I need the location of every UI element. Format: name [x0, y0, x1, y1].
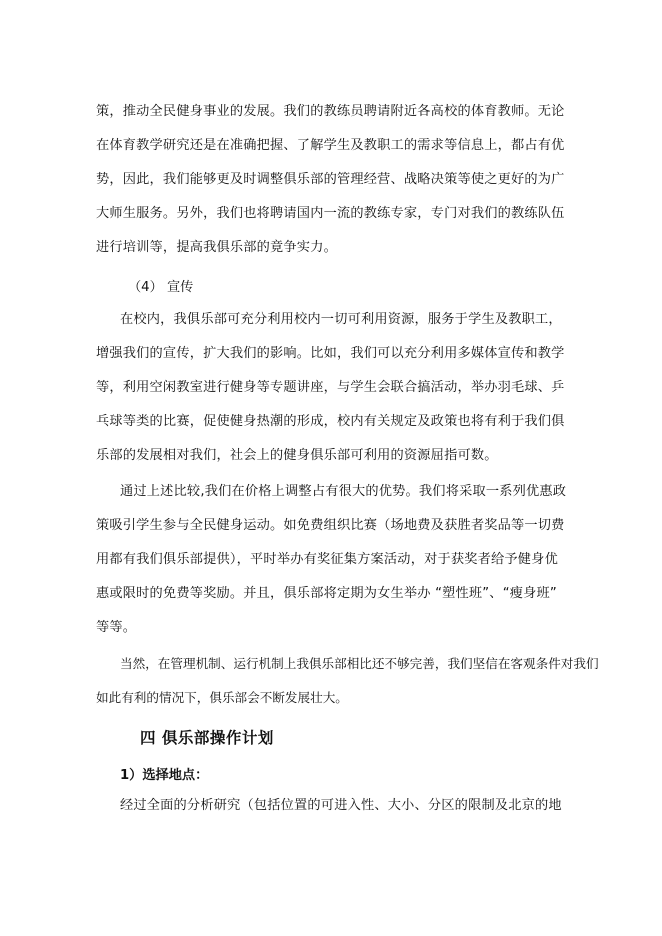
para1-line-1: 策，推动全民健身事业的发展。我们的教练员聘请附近各高校的体育教师。无论: [96, 104, 565, 119]
para4-line-2: 如此有利的情况下，俱乐部会不断发展壮大。: [96, 690, 348, 705]
para3-line-2: 策吸引学生参与全民健身运动。如免费组织比赛（场地费及获胜者奖品等一切费: [96, 518, 565, 533]
para5-line-1: 经过全面的分析研究（包括位置的可进入性、大小、分区的限制及北京的地: [120, 798, 562, 813]
para1-line-5: 进行培训等，提高我俱乐部的竟争实力。: [96, 240, 337, 255]
para1-line-3: 势，因此，我们能够更及时调整俱乐部的管理经营、战略决策等使之更好的为广: [96, 172, 565, 187]
para2-line-5: 乐部的发展相对我们，社会上的健身俱乐部可利用的资源屈指可数。: [96, 448, 498, 463]
para2-line-4: 乓球等类的比赛，促使健身热潮的形成，校内有关规定及政策也将有利于我们俱: [96, 414, 565, 429]
para3-line-4: 惠或限时的免费等奖励。并且，俱乐部将定期为女生举办 “塑性班”、“瘦身班”: [96, 586, 557, 601]
section-heading: 四 俱乐部操作计划: [140, 729, 274, 747]
subheading-location: 1）选择地点：: [120, 768, 209, 783]
para3-line-3: 用都有我们俱乐部提供），平时举办有奖征集方案活动，对于获奖者给予健身优: [96, 552, 558, 567]
para3-line-5: 等等。: [96, 620, 137, 635]
para2-line-3: 等，利用空闲教室进行健身等专题讲座，与学生会联合搞活动，举办羽毛球、乒: [96, 380, 565, 395]
para2-line-2: 增强我们的宣传，扩大我们的影响。比如，我们可以充分利用多媒体宣传和教学: [96, 346, 565, 361]
para1-line-4: 大师生服务。另外，我们也将聘请国内一流的教练专家，专门对我们的教练队伍: [96, 206, 565, 221]
sub4-label: （4） 宣传: [128, 280, 194, 295]
para3-line-1: 通过上述比较,我们在价格上调整占有很大的优势。我们将采取一系列优惠政: [120, 484, 567, 499]
para1-line-2: 在体育教学研究还是在准确把握、了解学生及教职工的需求等信息上，都占有优: [96, 138, 565, 153]
para4-line-1: 当然，在管理机制、运行机制上我俱乐部相比还不够完善，我们坚信在客观条件对我们: [120, 656, 599, 671]
para2-line-1: 在校内，我俱乐部可充分利用校内一切可利用资源，服务于学生及教职工，: [120, 312, 562, 327]
